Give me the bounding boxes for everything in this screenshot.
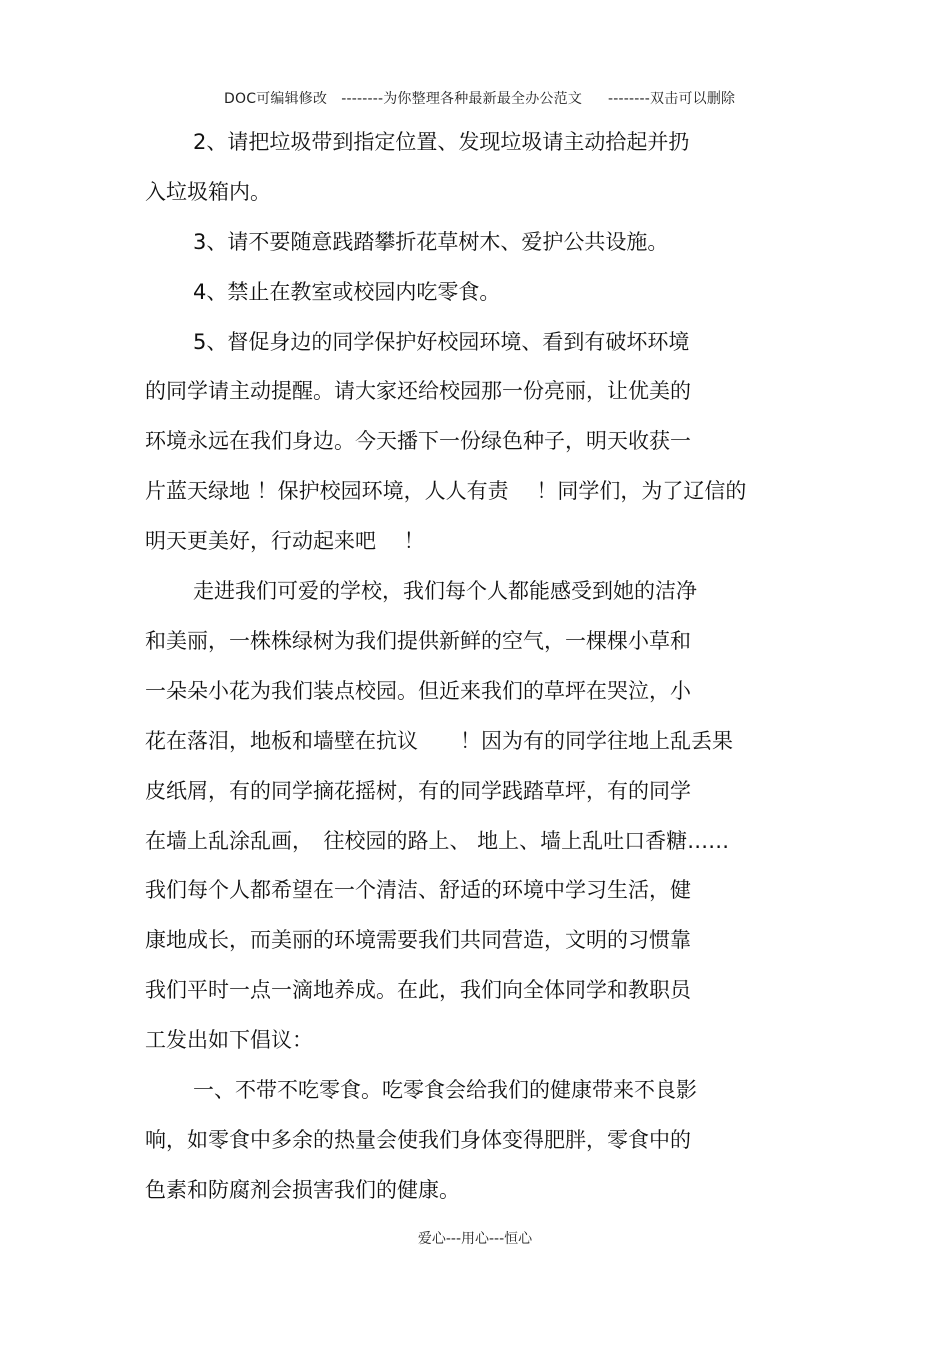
text-line-10: 走进我们可爱的学校，我们每个人都能感受到她的洁净 (193, 579, 697, 603)
page-header (0, 72, 950, 108)
text-line-6: 的同学请主动提醒。请大家还给校园那一份亮丽，让优美的 (145, 379, 691, 403)
text-line-1: 2、请把垃圾带到指定位置、发现垃圾请主动拾起并扔 (193, 130, 690, 154)
header-doc-label: DOC可编辑修改 (224, 91, 328, 107)
text-line-11: 和美丽，一株株绿树为我们提供新鲜的空气，一棵棵小草和 (145, 629, 691, 653)
text-line-16: 我们每个人都希望在一个清洁、舒适的环境中学习生活，健 (145, 878, 691, 902)
text-line-5: 5、督促身边的同学保护好校园环境、看到有破坏环境 (193, 330, 690, 354)
text-line-21: 响，如零食中多余的热量会使我们身体变得肥胖，零食中的 (145, 1128, 691, 1152)
text-line-18: 我们平时一点一滴地养成。在此，我们向全体同学和教职员 (145, 978, 691, 1002)
text-line-22: 色素和防腐剂会损害我们的健康。 (145, 1178, 460, 1202)
text-line-15: 在墙上乱涂乱画， 往校园的路上、 地上、墙上乱吐口香糖…… (145, 829, 730, 853)
text-line-14: 皮纸屑，有的同学摘花摇树，有的同学践踏草坪，有的同学 (145, 779, 691, 803)
text-line-20: 一、不带不吃零食。吃零食会给我们的健康带来不良影 (193, 1078, 697, 1102)
text-line-13: 花在落泪，地板和墙壁在抗议 ！因为有的同学往地上乱丢果 (145, 729, 733, 753)
text-line-17: 康地成长，而美丽的环境需要我们共同营造，文明的习惯靠 (145, 928, 691, 952)
text-line-19: 工发出如下倡议： (145, 1028, 313, 1052)
text-line-7: 环境永远在我们身边。今天播下一份绿色种子，明天收获一 (145, 429, 691, 453)
text-line-8: 片蓝天绿地 ！保护校园环境，人人有责 ！同学们，为了辽信的 (145, 479, 747, 503)
text-line-2: 入垃圾箱内。 (145, 180, 271, 204)
text-line-9: 明天更美好，行动起来吧 ！ (145, 529, 425, 553)
text-line-4: 4、禁止在教室或校园内吃零食。 (193, 280, 501, 304)
header-right-text: --------双击可以删除 (608, 91, 736, 107)
page-footer: 爱心---用心---恒心 (417, 1231, 533, 1247)
text-line-12: 一朵朵小花为我们装点校园。但近来我们的草坪在哭泣，小 (145, 679, 691, 703)
header-middle-text: --------为你整理各种最新最全办公范文 (341, 91, 583, 107)
text-line-3: 3、请不要随意践踏攀折花草树木、爱护公共设施。 (193, 230, 669, 254)
